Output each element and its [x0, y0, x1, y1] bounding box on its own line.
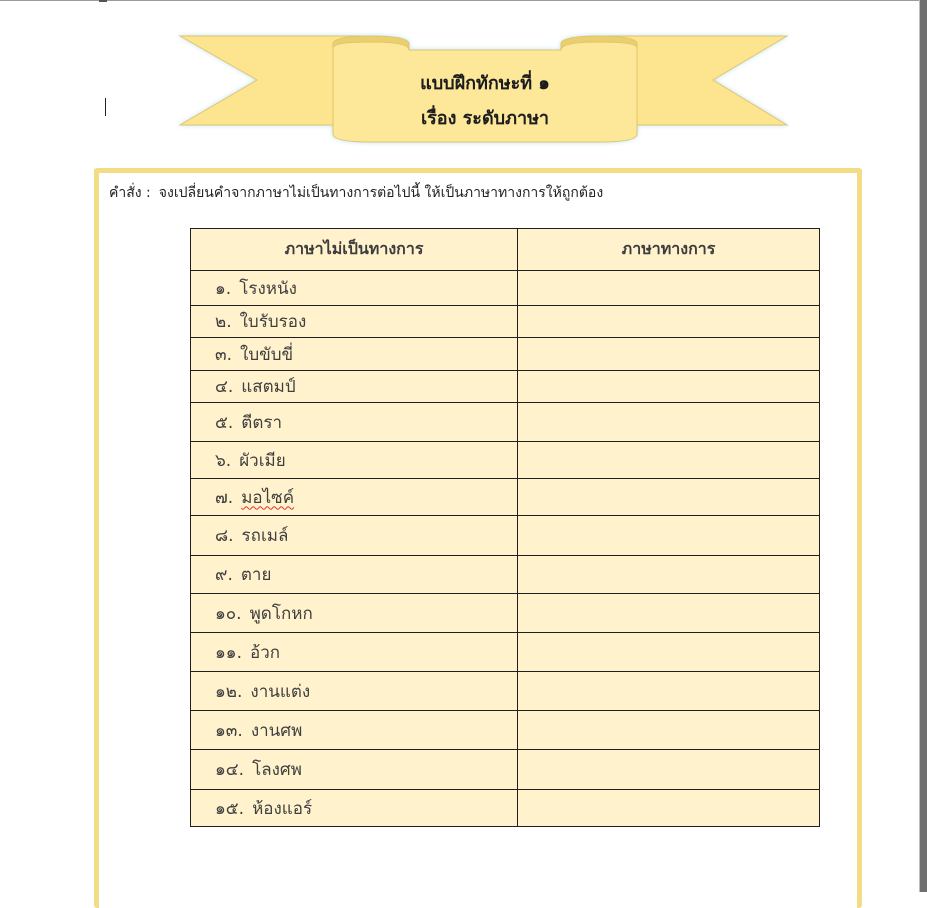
word-cell: [191, 338, 518, 371]
instruction: [109, 182, 809, 204]
item-number: ๗.: [215, 487, 234, 508]
informal-word: ผัวเมีย: [239, 450, 286, 471]
word-cell: [191, 271, 518, 306]
word-cell: [191, 711, 518, 750]
informal-word: ห้องแอร์: [252, 798, 313, 819]
informal-word: งานศพ: [250, 720, 303, 741]
worksheet-subtitle: เรื่อง ระดับภาษา: [420, 108, 550, 129]
page-top-edge: [0, 0, 922, 1]
table-row: [191, 271, 820, 306]
answer-cell[interactable]: [518, 594, 820, 633]
table-row: [191, 711, 820, 750]
word-cell: [191, 516, 518, 556]
table-row: [191, 750, 820, 790]
item-number: ๑๒.: [215, 681, 243, 702]
item-number: ๑๑.: [215, 642, 242, 663]
table-row: [191, 516, 820, 556]
table-row: [191, 403, 820, 442]
informal-word: อ้วก: [250, 642, 281, 663]
item-number: ๑๔.: [215, 760, 245, 780]
word-cell: [191, 633, 518, 672]
word-cell: [191, 306, 518, 338]
table-row: [191, 633, 820, 672]
table-row: [191, 371, 820, 403]
table-header-row: [191, 229, 820, 271]
table-row: [191, 479, 820, 516]
instruction-text: จงเปลี่ยนคำจากภาษาไม่เป็นทางการต่อไปนี้ ให้เป็นภาษาทางการให้ถูกต้อง: [158, 185, 604, 201]
answer-cell[interactable]: [518, 790, 820, 827]
item-number: ๑๓.: [215, 720, 243, 741]
exercise-table: [190, 228, 820, 827]
word-cell: [191, 790, 518, 827]
answer-cell[interactable]: [518, 306, 820, 338]
informal-word-misspelled: มอไซค์: [241, 487, 295, 508]
item-number: ๘.: [215, 526, 234, 546]
answer-cell[interactable]: [518, 750, 820, 790]
answer-cell[interactable]: [518, 271, 820, 306]
answer-cell[interactable]: [518, 403, 820, 442]
table-row: [191, 442, 820, 479]
informal-word: โลงศพ: [252, 760, 302, 780]
table-row: [191, 790, 820, 827]
informal-word: งานแต่ง: [250, 681, 311, 702]
item-number: ๙.: [215, 565, 233, 585]
item-number: ๒.: [215, 312, 232, 332]
answer-cell[interactable]: [518, 479, 820, 516]
item-number: ๑๐.: [215, 603, 242, 624]
word-cell: [191, 594, 518, 633]
informal-word: ใบรับรอง: [239, 312, 307, 332]
informal-word: แสตมป์: [241, 377, 296, 397]
answer-cell[interactable]: [518, 556, 820, 594]
table-row: [191, 594, 820, 633]
word-cell: [191, 371, 518, 403]
word-cell: [191, 672, 518, 711]
item-number: ๔.: [215, 377, 234, 397]
informal-word: รถเมล์: [241, 526, 289, 546]
header-informal: ภาษาไม่เป็นทางการ: [191, 229, 518, 271]
informal-word: โรงหนัง: [239, 278, 297, 299]
informal-word: ใบขับขี่: [240, 344, 294, 365]
table-row: [191, 672, 820, 711]
window-right-edge: [920, 0, 927, 892]
word-cell: [191, 750, 518, 790]
word-cell: [191, 479, 518, 516]
answer-cell[interactable]: [518, 672, 820, 711]
word-cell: [191, 403, 518, 442]
instruction-label: คำสั่ง :: [109, 185, 151, 201]
item-number: ๑๕.: [215, 798, 245, 819]
informal-word: ตาย: [240, 565, 272, 585]
item-number: ๑.: [215, 278, 232, 299]
text-cursor: [105, 98, 106, 116]
informal-word: พูดโกหก: [249, 603, 313, 624]
answer-cell[interactable]: [518, 516, 820, 556]
header-formal: ภาษาทางการ: [518, 229, 820, 271]
title-banner[interactable]: [175, 30, 795, 150]
answer-cell[interactable]: [518, 711, 820, 750]
item-number: ๕.: [215, 412, 234, 433]
word-cell: [191, 442, 518, 479]
ruler-tick: [99, 0, 107, 2]
answer-cell[interactable]: [518, 371, 820, 403]
worksheet-title: แบบฝึกทักษะที่ ๑: [420, 73, 550, 94]
table-row: [191, 306, 820, 338]
table-row: [191, 338, 820, 371]
table-row: [191, 556, 820, 594]
item-number: ๖.: [215, 450, 232, 471]
answer-cell[interactable]: [518, 338, 820, 371]
word-cell: [191, 556, 518, 594]
item-number: ๓.: [215, 344, 233, 365]
answer-cell[interactable]: [518, 442, 820, 479]
informal-word: ตีตรา: [241, 412, 283, 433]
answer-cell[interactable]: [518, 633, 820, 672]
